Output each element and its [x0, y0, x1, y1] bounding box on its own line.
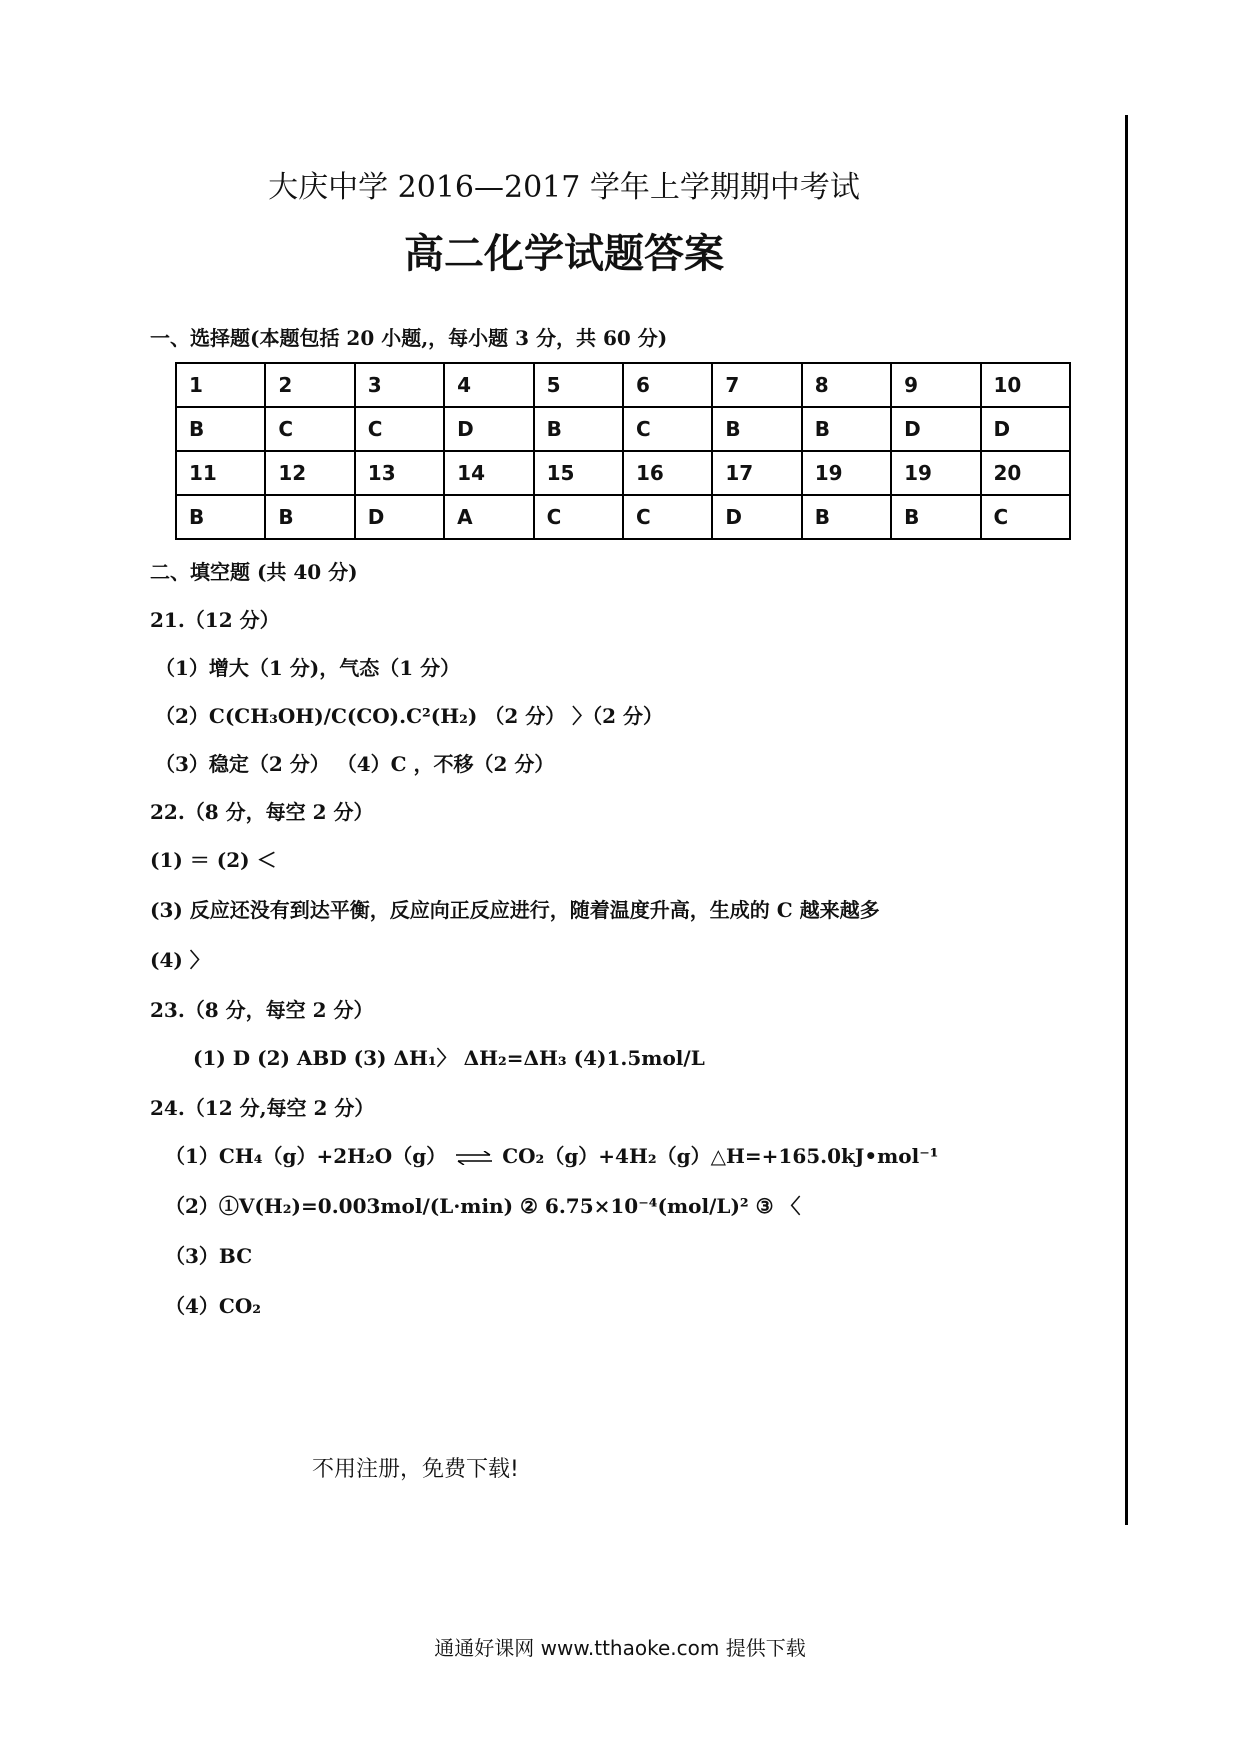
table-cell: B — [712, 407, 801, 451]
page-title: 高二化学试题答案 — [404, 230, 724, 277]
download-note: 不用注册，免费下载! — [312, 1457, 519, 1482]
q24-answer-1-reactants: （1）CH₄（g）+2H₂O（g） — [165, 1144, 447, 1168]
q24-answer-1-products: CO₂（g）+4H₂（g）△H=+165.0kJ•mol⁻¹ — [502, 1144, 939, 1168]
table-cell: B — [265, 495, 354, 539]
table-cell: B — [176, 407, 265, 451]
q24-answer-4: （4）CO₂ — [165, 1294, 262, 1318]
exam-header: 大庆中学 2016—2017 学年上学期期中考试 — [268, 170, 860, 205]
q23-answer-1: (1) D (2) ABD (3) ΔH₁〉 ΔH₂=ΔH₃ (4)1.5mol/L — [193, 1046, 705, 1070]
table-cell: 9 — [891, 363, 980, 407]
table-cell: 10 — [981, 363, 1070, 407]
table-cell: 15 — [534, 451, 623, 495]
table-cell: C — [534, 495, 623, 539]
table-cell: 17 — [712, 451, 801, 495]
table-cell: 11 — [176, 451, 265, 495]
page-footer: 通通好课网 www.tthaoke.com 提供下载 — [434, 1636, 806, 1660]
table-cell: D — [355, 495, 444, 539]
table-cell: 1 — [176, 363, 265, 407]
table-cell: A — [444, 495, 533, 539]
q22-answer-3: (3) 反应还没有到达平衡，反应向正反应进行，随着温度升高，生成的 C 越来越多 — [150, 898, 880, 922]
table-cell: B — [176, 495, 265, 539]
q21-title: 21.（12 分） — [150, 608, 280, 632]
table-cell: C — [355, 407, 444, 451]
table-cell: 5 — [534, 363, 623, 407]
section2-heading: 二、填空题 (共 40 分) — [150, 560, 358, 584]
table-cell: 14 — [444, 451, 533, 495]
table-cell: 8 — [802, 363, 891, 407]
table-cell: D — [712, 495, 801, 539]
table-cell: D — [444, 407, 533, 451]
table-cell: C — [623, 495, 712, 539]
q23-title: 23.（8 分，每空 2 分） — [150, 998, 374, 1022]
table-row — [176, 495, 1070, 539]
page-right-border-line — [1125, 115, 1128, 1525]
table-cell: 19 — [891, 451, 980, 495]
q24-answer-3: （3）BC — [165, 1244, 253, 1268]
q22-answer-1: (1) ＝ (2) ＜ — [150, 848, 277, 872]
answer-table — [175, 362, 1071, 540]
table-cell: 6 — [623, 363, 712, 407]
table-cell: B — [534, 407, 623, 451]
q21-answer-3: （3）稳定（2 分） （4）C ，不移（2 分） — [155, 752, 555, 776]
q24-answer-1 — [165, 1140, 939, 1169]
table-cell: C — [981, 495, 1070, 539]
table-row — [176, 363, 1070, 407]
table-cell: 13 — [355, 451, 444, 495]
table-cell: D — [981, 407, 1070, 451]
table-cell: D — [891, 407, 980, 451]
equilibrium-arrow-icon — [454, 1151, 494, 1165]
table-cell: 16 — [623, 451, 712, 495]
table-cell: B — [802, 495, 891, 539]
section1-heading: 一、选择题(本题包括 20 小题,，每小题 3 分，共 60 分) — [150, 326, 668, 350]
q24-title: 24.（12 分,每空 2 分） — [150, 1096, 375, 1120]
table-cell: 4 — [444, 363, 533, 407]
table-cell: B — [802, 407, 891, 451]
q22-title: 22.（8 分，每空 2 分） — [150, 800, 374, 824]
table-cell: B — [891, 495, 980, 539]
q22-answer-4: (4) 〉 — [150, 948, 210, 972]
table-cell: C — [265, 407, 354, 451]
table-cell: 12 — [265, 451, 354, 495]
table-cell: 3 — [355, 363, 444, 407]
table-cell: 19 — [802, 451, 891, 495]
q21-answer-2: （2）C(CH₃OH)/C(CO).C²(H₂) （2 分） 〉（2 分） — [155, 704, 664, 728]
table-row — [176, 451, 1070, 495]
table-cell: 2 — [265, 363, 354, 407]
table-cell: 20 — [981, 451, 1070, 495]
table-cell: 7 — [712, 363, 801, 407]
table-cell: C — [623, 407, 712, 451]
q21-answer-1: （1）增大（1 分)，气态（1 分） — [155, 656, 461, 680]
q24-answer-2: （2）①V(H₂)=0.003mol/(L·min) ② 6.75×10⁻⁴(mol/L)² ③ 〈 — [165, 1194, 801, 1218]
table-row — [176, 407, 1070, 451]
